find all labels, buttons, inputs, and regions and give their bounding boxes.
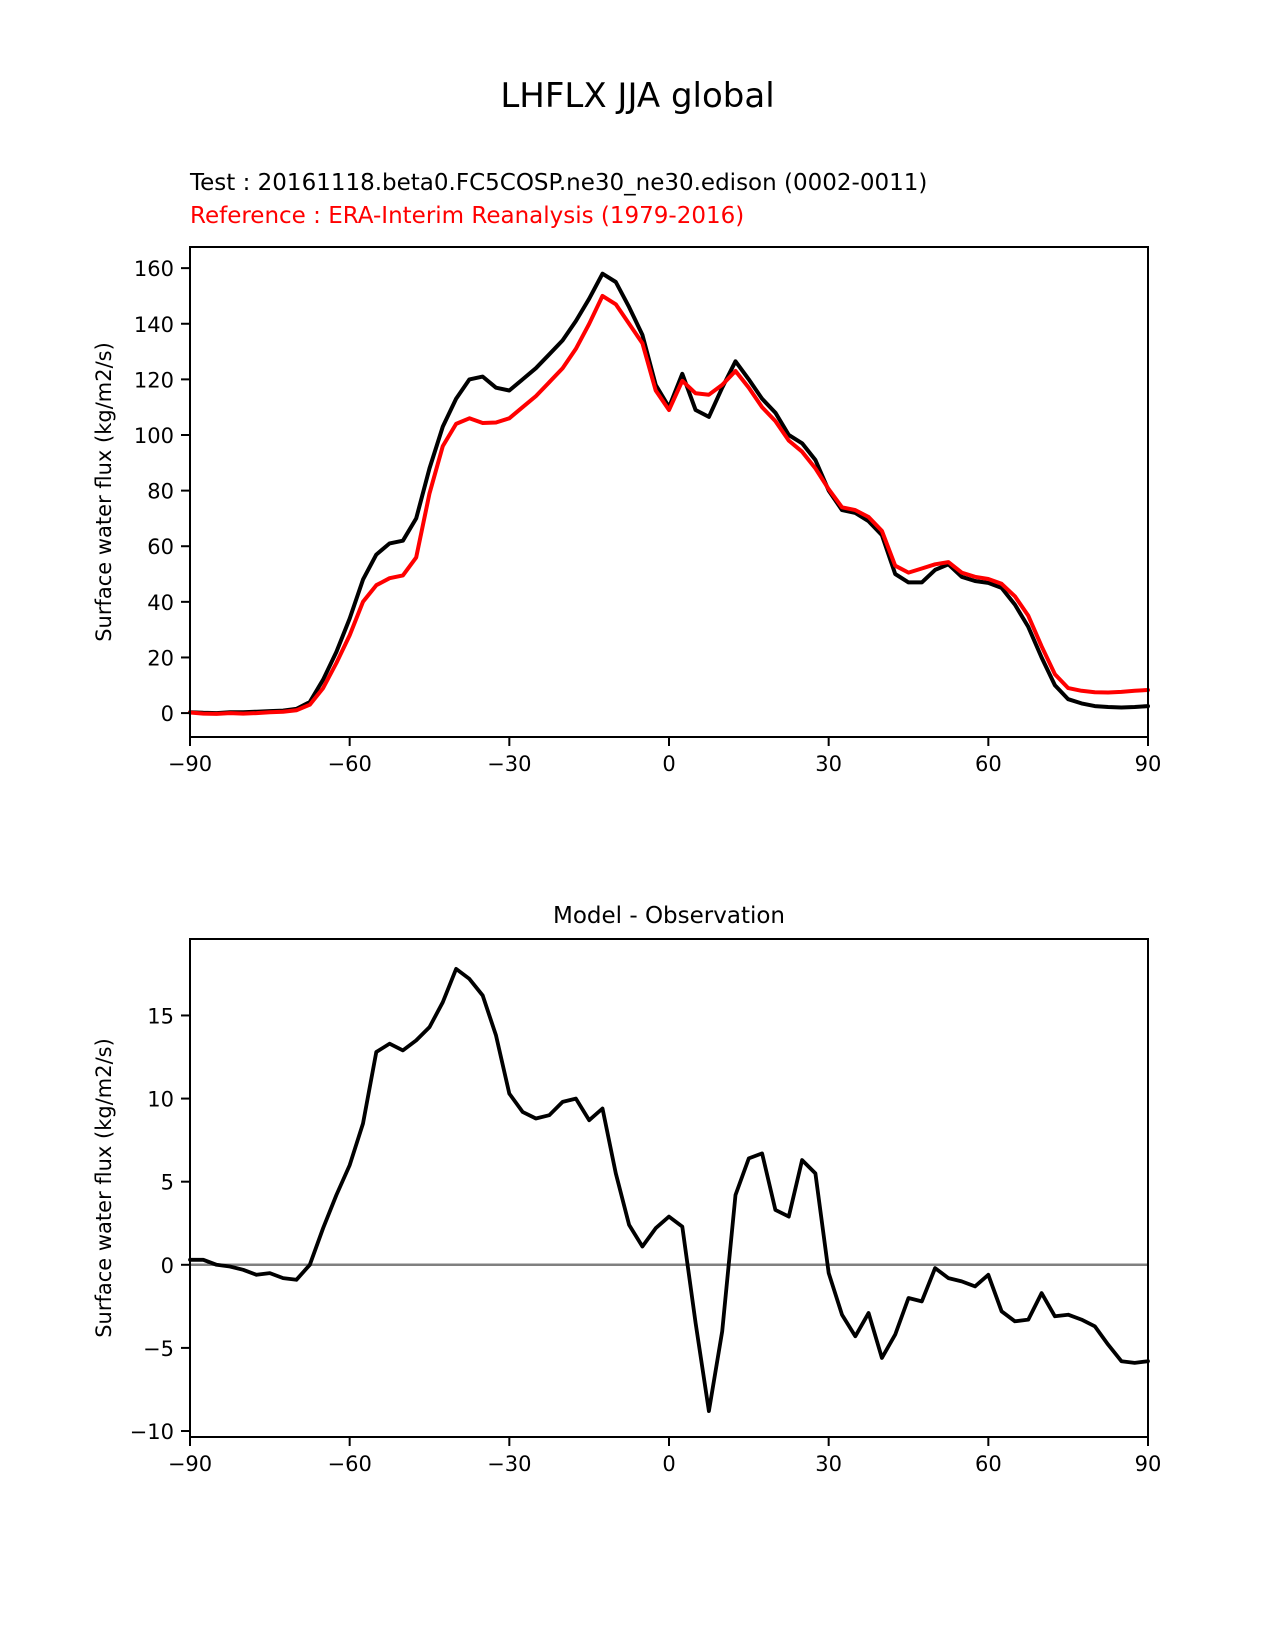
y-tick-label: 160 xyxy=(133,257,174,282)
figure-title: LHFLX JJA global xyxy=(500,76,775,116)
legend-reference-label: Reference : ERA-Interim Reanalysis (1979-2016) xyxy=(190,203,745,229)
y-tick-label: 15 xyxy=(147,1004,174,1029)
bottom-chart xyxy=(130,939,1162,1476)
y-tick-label: 10 xyxy=(147,1087,174,1112)
x-tick-label: 30 xyxy=(815,1452,843,1476)
plot-frame xyxy=(190,939,1148,1437)
x-tick-label: −60 xyxy=(327,1452,372,1476)
y-tick-label: −5 xyxy=(143,1336,174,1361)
top-chart-ylabel: Surface water flux (kg/m2/s) xyxy=(92,342,116,642)
series-line-0 xyxy=(190,274,1148,713)
y-tick-label: 140 xyxy=(133,312,174,337)
x-tick-label: −30 xyxy=(487,1452,532,1476)
x-tick-label: 90 xyxy=(1134,1452,1162,1476)
series-line-1 xyxy=(190,296,1148,714)
series-line-0 xyxy=(190,969,1148,1411)
top-chart xyxy=(134,247,1161,776)
y-tick-label: 0 xyxy=(160,1253,174,1278)
plot-frame xyxy=(190,247,1148,737)
x-tick-label: 60 xyxy=(974,1452,1002,1476)
legend-test-label: Test : 20161118.beta0.FC5COSP.ne30_ne30.edison (0002-0011) xyxy=(190,170,928,196)
y-tick-label: 120 xyxy=(133,368,174,393)
x-tick-label: −90 xyxy=(167,1452,213,1476)
bottom-chart-ylabel: Surface water flux (kg/m2/s) xyxy=(92,1038,116,1338)
x-tick-label: 60 xyxy=(974,752,1002,776)
y-tick-label: 60 xyxy=(147,535,174,560)
y-tick-label: 0 xyxy=(160,702,174,727)
x-tick-label: 90 xyxy=(1134,752,1162,776)
x-tick-label: −60 xyxy=(327,752,372,776)
y-tick-label: 100 xyxy=(133,423,174,448)
x-tick-label: −30 xyxy=(487,752,532,776)
y-tick-label: 20 xyxy=(147,646,174,671)
y-tick-label: −10 xyxy=(129,1420,174,1445)
x-tick-label: 0 xyxy=(662,752,676,776)
y-tick-label: 80 xyxy=(147,479,174,504)
x-tick-label: 0 xyxy=(662,1452,676,1476)
x-tick-label: 30 xyxy=(815,752,843,776)
y-tick-label: 40 xyxy=(147,590,174,615)
x-tick-label: −90 xyxy=(167,752,213,776)
y-tick-label: 5 xyxy=(160,1170,174,1195)
bottom-chart-title: Model - Observation xyxy=(552,903,786,929)
